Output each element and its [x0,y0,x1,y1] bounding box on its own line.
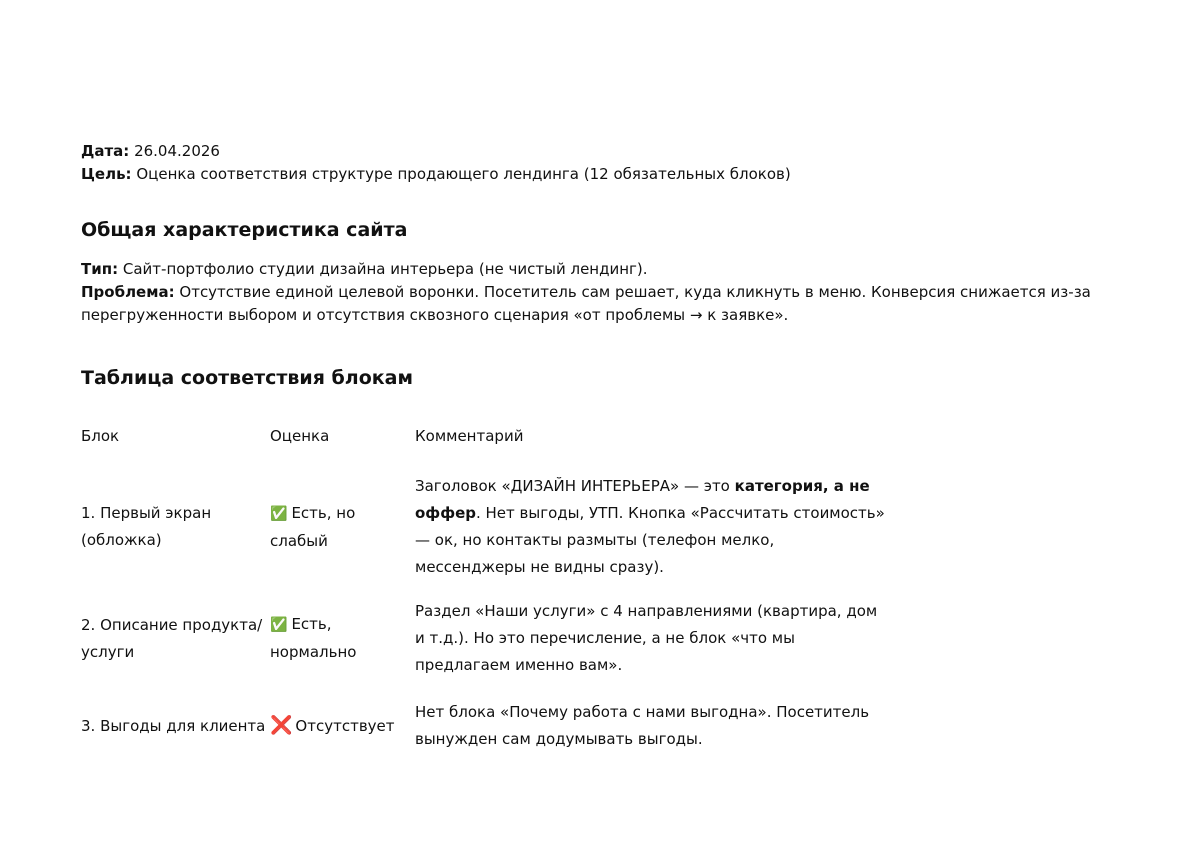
goal-line [81,163,1121,186]
problem-value: Отсутствие единой целевой воронки. Посетитель сам решает, куда кликнуть в меню. Конверсия снижается из-за перегруженности выбором и отсутствия сквозного сценария «от проблемы → к заявке». [81,283,1091,324]
row-block: 1. Первый экран (обложка) [81,504,212,549]
rating-text: Есть, но слабый [270,503,356,550]
rating-text: Есть, нормально [270,615,357,661]
header-rating: Оценка [270,427,330,445]
row-rating [270,611,415,666]
comment-text: . Нет выгоды, УТП. Кнопка «Рассчитать стоимость» — ок, но контакты размыты (телефон мелко, мессенджеры не видны сразу). [415,504,885,576]
check-icon: ✅ [270,505,288,522]
row-comment: Раздел «Наши услуги» с 4 направлениями (квартира, дом и т.д.). Но это перечисление, а не блок «что мы предлагаем именно вам». [415,602,878,674]
comment-emphasis: категория, а не оффер [415,477,870,522]
compliance-table [81,425,1121,753]
date-label: Дата: [81,142,130,160]
row-block: 2. Описание продукта/услуги [81,615,263,661]
table-row [81,473,1121,581]
type-line [81,258,1121,281]
rating-text: Отсутствует [295,717,395,735]
document [81,140,1121,753]
table-header [81,425,1121,448]
comment-text: Заголовок «ДИЗАЙН ИНТЕРЬЕРА» — это [415,477,735,495]
cross-icon: ❌ [270,715,293,736]
row-comment [415,473,885,581]
section-title-table: Таблица соответствия блокам [81,367,414,389]
row-rating [270,500,415,555]
table-row [81,699,1121,753]
problem-line [81,281,1121,327]
date-value: 26.04.2026 [129,142,220,160]
header-block: Блок [81,427,120,445]
row-comment: Нет блока «Почему работа с нами выгодна». Посетитель вынужден сам додумывать выгоды. [415,703,870,748]
goal-label: Цель: [81,165,132,183]
date-line [81,140,1121,163]
type-label: Тип: [81,260,119,278]
row-rating [270,712,415,740]
row-block: 3. Выгоды для клиента [81,716,266,735]
goal-value: Оценка соответствия структуре продающего лендинга (12 обязательных блоков) [131,165,791,183]
overview-body [81,258,1121,327]
check-icon: ✅ [270,617,288,633]
table-row [81,598,1121,679]
type-value: Сайт-портфолио студии дизайна интерьера (не чистый лендинг). [118,260,648,278]
section-title-overview: Общая характеристика сайта [81,219,408,241]
header-comment: Комментарий [415,427,524,445]
problem-label: Проблема: [81,283,175,301]
